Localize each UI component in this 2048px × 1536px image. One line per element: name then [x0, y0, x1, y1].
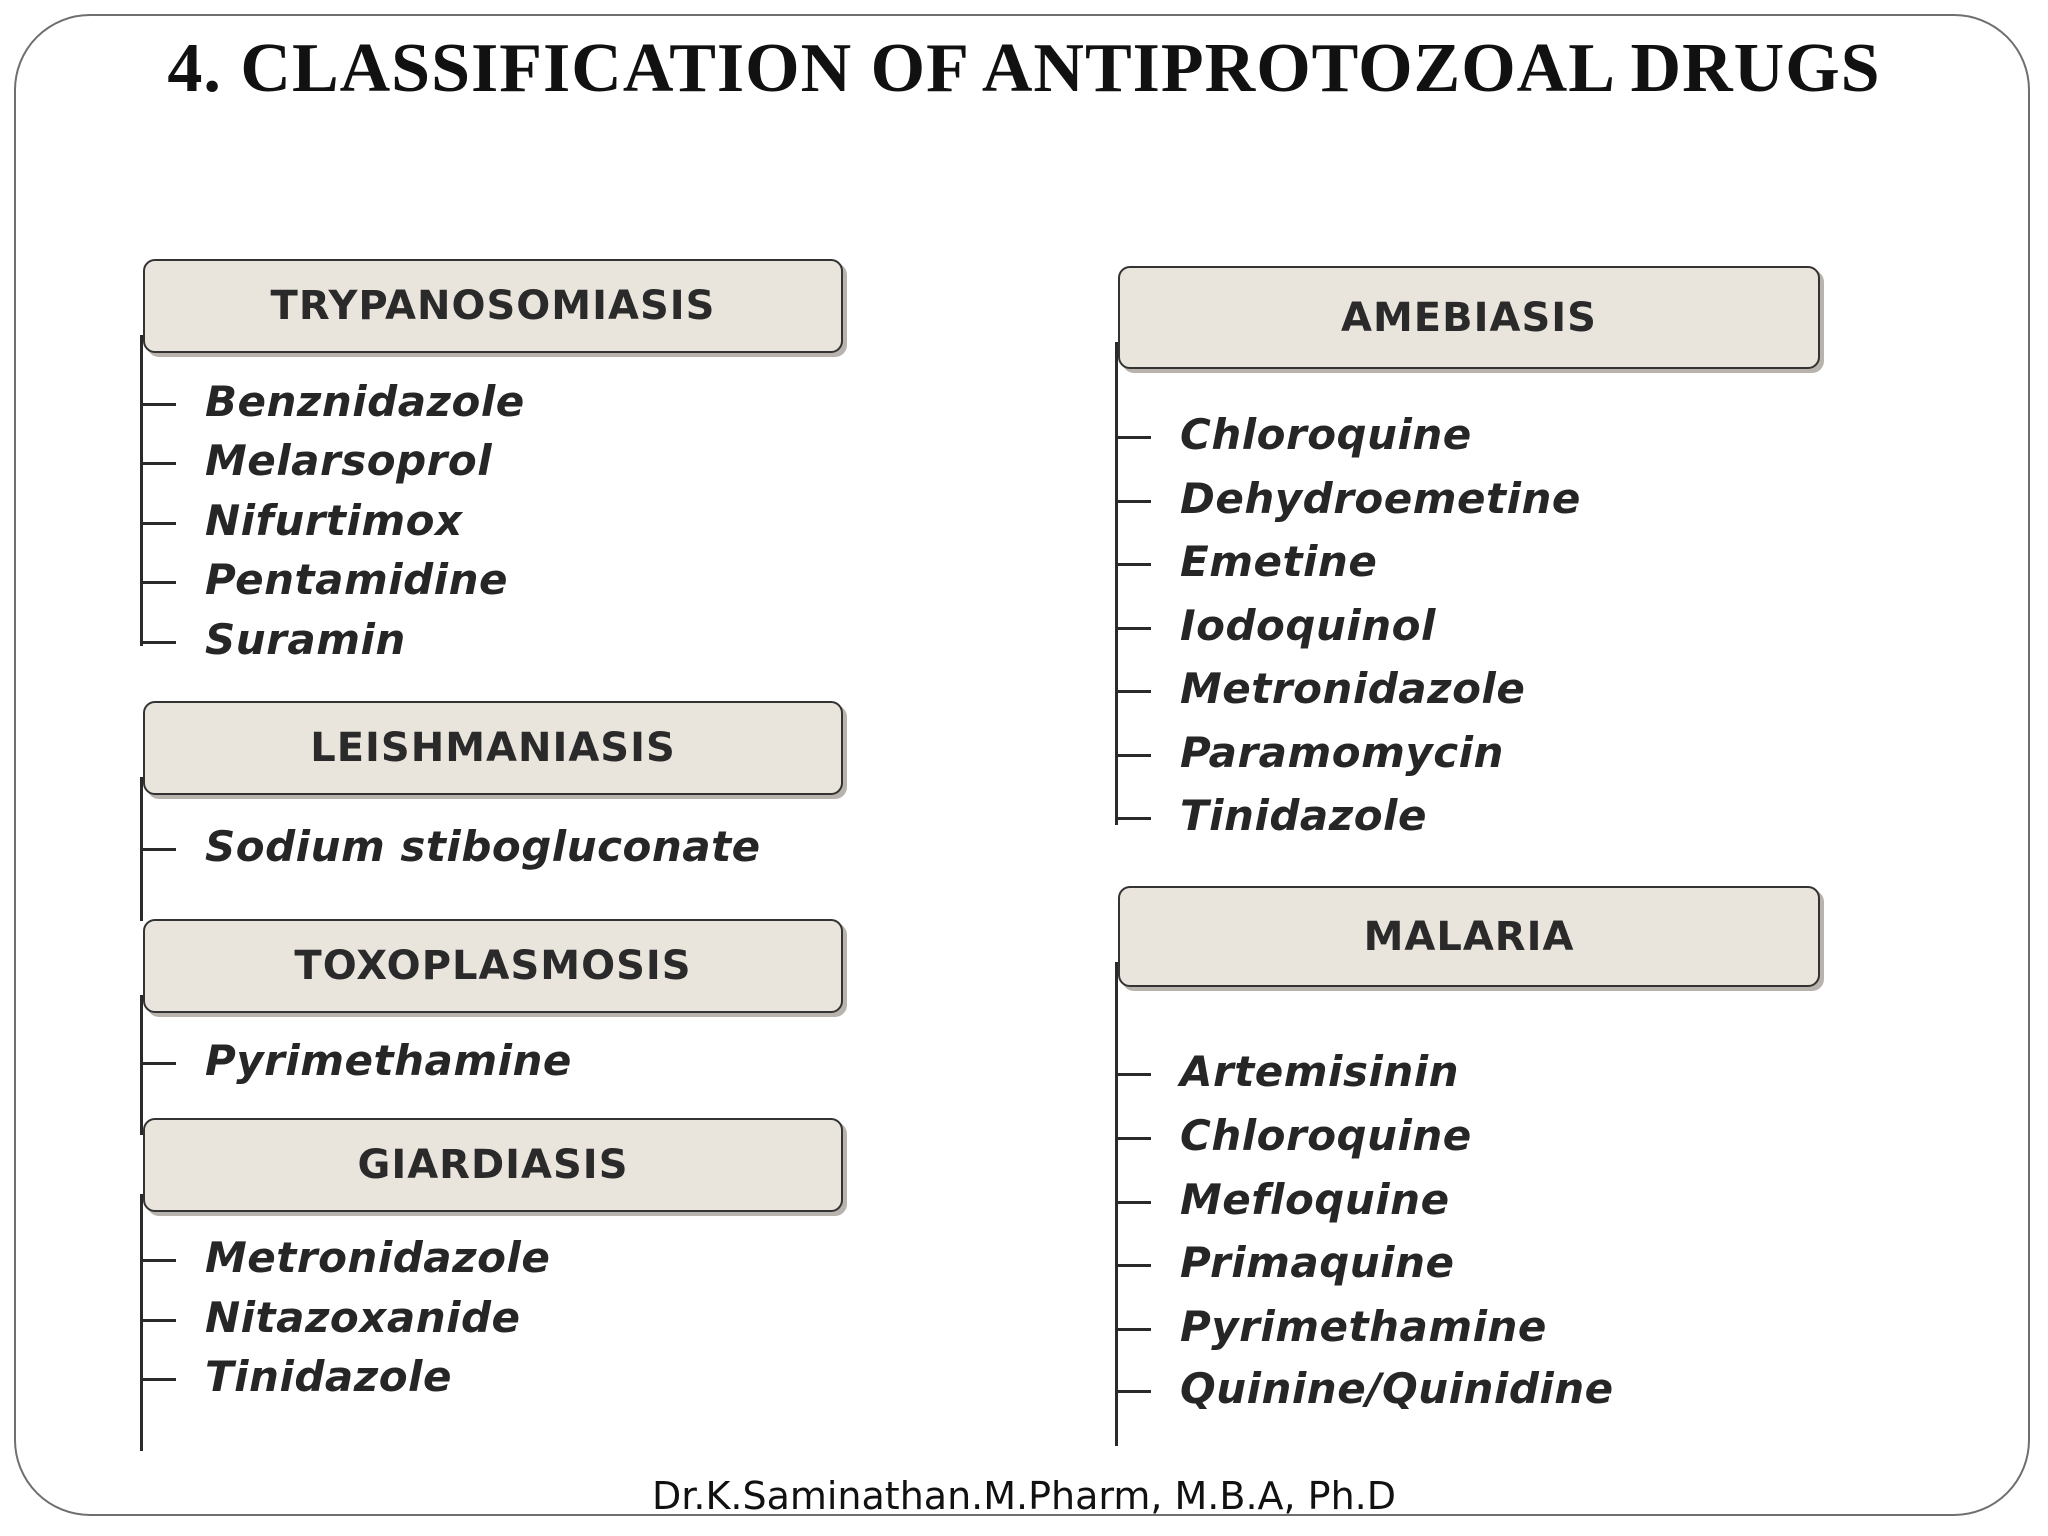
branch-tick: [140, 848, 176, 851]
branch-tick: [140, 462, 176, 465]
drug-label: Nitazoxanide: [205, 1293, 521, 1342]
drug-label: Artemisinin: [1180, 1047, 1460, 1096]
branch-tick: [1115, 690, 1151, 693]
branch-tick: [1115, 436, 1151, 439]
branch-tick: [1115, 1390, 1151, 1393]
group-header-amebiasis: AMEBIASIS: [1118, 266, 1820, 369]
branch-tick: [140, 1319, 176, 1322]
branch-tick: [1115, 563, 1151, 566]
group-header-malaria: MALARIA: [1118, 886, 1820, 987]
drug-label: Paramomycin: [1180, 728, 1504, 777]
drug-label: Sodium stibogluconate: [205, 822, 761, 871]
drug-label: Primaquine: [1180, 1238, 1455, 1287]
branch-tick: [140, 522, 176, 525]
slide-title: 4. CLASSIFICATION OF ANTIPROTOZOAL DRUGS: [167, 30, 1881, 107]
branch-tick: [140, 1259, 176, 1262]
group-header-giardiasis: GIARDIASIS: [143, 1118, 843, 1212]
tree-spine: [1115, 962, 1118, 1446]
tree-spine: [140, 995, 143, 1135]
drug-label: Emetine: [1180, 537, 1378, 586]
branch-tick: [1115, 1073, 1151, 1076]
branch-tick: [1115, 627, 1151, 630]
group-header-trypanosomiasis: TRYPANOSOMIASIS: [143, 259, 843, 353]
group-header-leishmaniasis: LEISHMANIASIS: [143, 701, 843, 795]
drug-label: Nifurtimox: [205, 496, 463, 545]
tree-spine: [140, 335, 143, 646]
branch-tick: [1115, 754, 1151, 757]
drug-label: Chloroquine: [1180, 1111, 1472, 1160]
drug-label: Mefloquine: [1180, 1175, 1450, 1224]
drug-label: Iodoquinol: [1180, 601, 1436, 650]
drug-label: Dehydroemetine: [1180, 474, 1581, 523]
drug-label: Quinine/Quinidine: [1180, 1364, 1614, 1413]
drug-label: Pyrimethamine: [1180, 1302, 1547, 1351]
branch-tick: [1115, 1264, 1151, 1267]
branch-tick: [140, 1378, 176, 1381]
branch-tick: [140, 1062, 176, 1065]
drug-label: Melarsoprol: [205, 436, 493, 485]
drug-label: Tinidazole: [1180, 791, 1427, 840]
drug-label: Pyrimethamine: [205, 1036, 572, 1085]
branch-tick: [1115, 1137, 1151, 1140]
group-header-toxoplasmosis: TOXOPLASMOSIS: [143, 919, 843, 1013]
branch-tick: [1115, 817, 1151, 820]
drug-label: Tinidazole: [205, 1352, 452, 1401]
drug-label: Chloroquine: [1180, 410, 1472, 459]
drug-label: Pentamidine: [205, 555, 508, 604]
drug-label: Metronidazole: [205, 1233, 551, 1282]
branch-tick: [140, 403, 176, 406]
branch-tick: [140, 581, 176, 584]
tree-spine: [140, 1194, 143, 1451]
slide-footer-author: Dr.K.Saminathan.M.Pharm, M.B.A, Ph.D: [651, 1474, 1397, 1518]
branch-tick: [1115, 1201, 1151, 1204]
branch-tick: [1115, 500, 1151, 503]
drug-label: Benznidazole: [205, 377, 525, 426]
branch-tick: [1115, 1328, 1151, 1331]
branch-tick: [140, 641, 176, 644]
drug-label: Metronidazole: [1180, 664, 1526, 713]
tree-spine: [1115, 342, 1118, 825]
drug-label: Suramin: [205, 615, 406, 664]
